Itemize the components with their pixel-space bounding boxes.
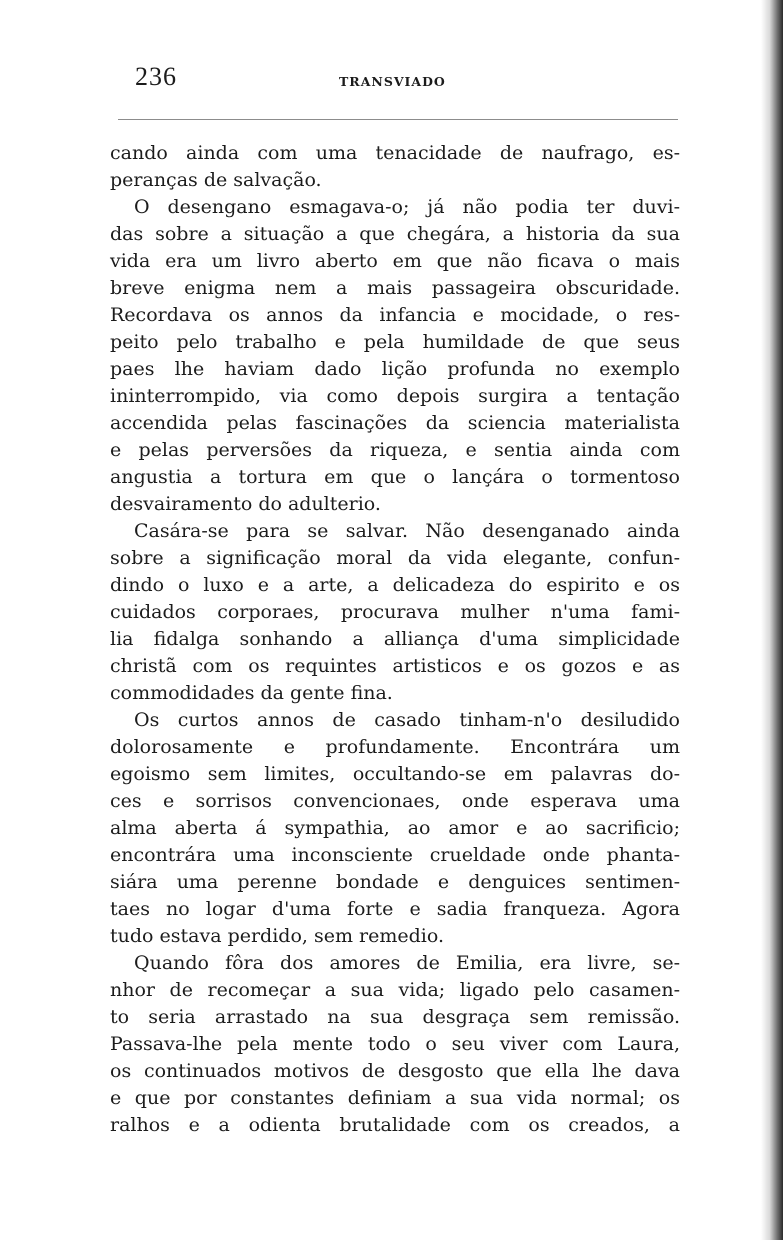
text-line: Quando fôra dos amores de Emilia, era livre, se- bbox=[134, 952, 680, 974]
text-line: taes no logar d'uma forte e sadia franqueza. Agora bbox=[110, 898, 680, 920]
text-line: Casára-se para se salvar. Não desenganado ainda bbox=[134, 520, 680, 542]
text-line: dolorosamente e profundamente. Encontrára um bbox=[110, 736, 680, 758]
text-line: tudo estava perdido, sem remedio. bbox=[110, 925, 445, 947]
text-line: accendida pelas fascinações da sciencia materialista bbox=[110, 412, 680, 434]
text-line: nhor de recomeçar a sua vida; ligado pelo casamen- bbox=[110, 979, 680, 1001]
text-line: egoismo sem limites, occultando-se em palavras do- bbox=[110, 763, 680, 785]
header-rule bbox=[118, 119, 678, 120]
text-line: to seria arrastado na sua desgraça sem remissão. bbox=[110, 1006, 680, 1028]
text-line: commodidades da gente fina. bbox=[110, 682, 393, 704]
text-line: ininterrompido, via como depois surgira a tentação bbox=[110, 385, 680, 407]
text-line: Os curtos annos de casado tinham-n'o desiludido bbox=[134, 709, 680, 731]
text-line: siára uma perenne bondade e denguices sentimen- bbox=[110, 871, 680, 893]
page-header bbox=[135, 62, 680, 102]
text-line: sobre a significação moral da vida elegante, confun- bbox=[110, 547, 680, 569]
text-line: Passava-lhe pela mente todo o seu viver com Laura, bbox=[110, 1033, 680, 1055]
text-line: encontrára uma inconsciente crueldade onde phanta- bbox=[110, 844, 680, 866]
text-line: O desengano esmagava-o; já não podia ter duvi- bbox=[134, 196, 680, 218]
page-edge-shadow bbox=[761, 0, 783, 1240]
running-title: TRANSVIADO bbox=[339, 74, 446, 89]
text-line: vida era um livro aberto em que não ficava o mais bbox=[110, 250, 680, 272]
text-line: angustia a tortura em que o lançára o tormentoso bbox=[110, 466, 680, 488]
text-line: e pelas perversões da riqueza, e sentia ainda com bbox=[110, 439, 680, 461]
text-line: Recordava os annos da infancia e mocidade, o res- bbox=[110, 304, 680, 326]
text-line: peito pelo trabalho e pela humildade de que seus bbox=[110, 331, 680, 353]
text-line: desvairamento do adulterio. bbox=[110, 493, 381, 515]
text-line: cuidados corporaes, procurava mulher n'uma fami- bbox=[110, 601, 680, 623]
text-line: e que por constantes definiam a sua vida normal; os bbox=[110, 1087, 680, 1109]
page-number: 236 bbox=[135, 62, 177, 91]
text-line: cando ainda com uma tenacidade de naufrago, es- bbox=[110, 142, 680, 164]
text-line: os continuados motivos de desgosto que ella lhe dava bbox=[110, 1060, 680, 1082]
text-line: breve enigma nem a mais passageira obscuridade. bbox=[110, 277, 680, 299]
text-line: das sobre a situação a que chegára, a historia da sua bbox=[110, 223, 680, 245]
text-line: lia fidalga sonhando a alliança d'uma simplicidade bbox=[110, 628, 680, 650]
text-line: paes lhe haviam dado lição profunda no exemplo bbox=[110, 358, 680, 380]
text-line: alma aberta á sympathia, ao amor e ao sacrificio; bbox=[110, 817, 680, 839]
text-line: ces e sorrisos convencionaes, onde esperava uma bbox=[110, 790, 680, 812]
body-text bbox=[110, 140, 680, 1139]
text-line: christã com os requintes artisticos e os gozos e as bbox=[110, 655, 680, 677]
text-line: peranças de salvação. bbox=[110, 169, 322, 191]
text-line: dindo o luxo e a arte, a delicadeza do espirito e os bbox=[110, 574, 680, 596]
text-line: ralhos e a odienta brutalidade com os creados, a bbox=[110, 1114, 680, 1136]
